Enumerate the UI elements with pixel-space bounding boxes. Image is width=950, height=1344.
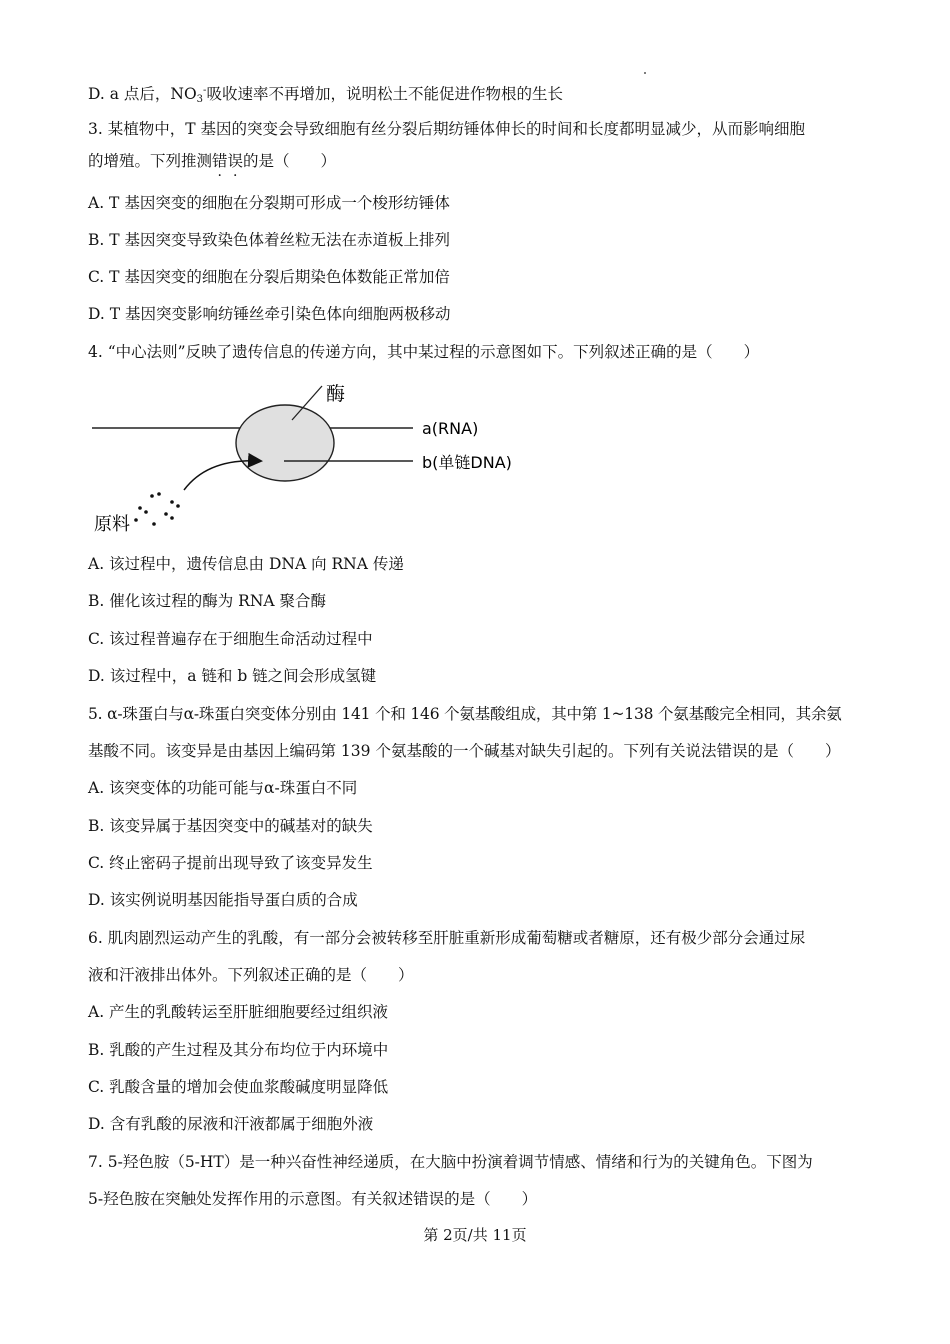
q3-option-a: A. T 基因突变的细胞在分裂期可形成一个梭形纺锤体 [88,194,450,212]
page-number: 第 2页/共 11页 [423,1226,527,1244]
q5-stem-line2: 基酸不同。该变异是由基因上编码第 139 个氨基酸的一个碱基对缺失引起的。下列有关说法错误的是（ ） [88,742,841,760]
emphasis-mark: 误 [227,152,244,170]
q3-stem-line2: 的增殖。下列推测错误的是（ ） [88,152,337,170]
q3-option-b: B. T 基因突变导致染色体着丝粒无法在赤道板上排列 [88,231,451,249]
strand-a-label: a(RNA) [422,419,479,438]
q4-option-a: A. 该过程中，遗传信息由 DNA 向 RNA 传递 [88,555,404,573]
q5-option-a: A. 该突变体的功能可能与α-珠蛋白不同 [88,779,358,797]
q6-option-c: C. 乳酸含量的增加会使血浆酸碱度明显降低 [88,1078,389,1096]
q7-stem-line1: 7. 5-羟色胺（5-HT）是一种兴奋性神经递质，在大脑中扮演着调节情感、情绪和行为的关键角色。下图为 [88,1153,813,1171]
raw-material-label: 原料 [94,514,130,535]
enzyme-label: 酶 [326,383,346,405]
q3-stem-line1: 3. 某植物中，T 基因的突变会导致细胞有丝分裂后期纺锤体伸长的时间和长度都明显减少，从而影响细胞 [88,120,805,138]
scan-speck [644,72,646,74]
q2-option-d: D. a 点后，$NO_3^-$吸收速率不再增加，说明松土不能促进作物根的生长 [88,85,563,105]
q4-figure [88,378,528,538]
q5-option-d: D. 该实例说明基因能指导蛋白质的合成 [88,891,358,909]
q5-stem-line1: 5. α-珠蛋白与α-珠蛋白突变体分别由 141 个和 146 个氨基酸组成，其中第 1~138 个氨基酸完全相同，其余氨 [88,705,842,723]
q4-stem: 4. “中心法则”反映了遗传信息的传递方向，其中某过程的示意图如下。下列叙述正确的是（ ） [88,343,760,361]
q4-option-d: D. 该过程中，a 链和 b 链之间会形成氢键 [88,667,377,685]
q6-option-a: A. 产生的乳酸转运至肝脏细胞要经过组织液 [88,1003,389,1021]
q7-stem-line2: 5-羟色胺在突触处发挥作用的示意图。有关叙述错误的是（ ） [88,1190,538,1208]
q6-stem-line2: 液和汗液排出体外。下列叙述正确的是（ ） [88,966,414,984]
q6-option-d: D. 含有乳酸的尿液和汗液都属于细胞外液 [88,1115,374,1133]
q6-stem-line1: 6. 肌肉剧烈运动产生的乳酸，有一部分会被转移至肝脏重新形成葡萄糖或者糖原，还有极少部分会通过尿 [88,929,806,947]
q4-option-c: C. 该过程普遍存在于细胞生命活动过程中 [88,630,373,648]
q4-option-b: B. 催化该过程的酶为 RNA 聚合酶 [88,592,327,610]
q6-option-b: B. 乳酸的产生过程及其分布均位于内环境中 [88,1041,389,1059]
strand-b-label: b(单链DNA) [422,453,512,472]
raw-material-dots [134,492,180,526]
q3-option-c: C. T 基因突变的细胞在分裂后期染色体数能正常加倍 [88,268,450,286]
q3-option-d: D. T 基因突变影响纺锤丝牵引染色体向细胞两极移动 [88,305,451,323]
enzyme-ellipse [236,405,334,481]
q5-option-b: B. 该变异属于基因突变中的碱基对的缺失 [88,817,373,835]
q5-option-c: C. 终止密码子提前出现导致了该变异发生 [88,854,373,872]
reverse-transcription-diagram [88,378,528,538]
emphasis-mark: 错 [212,152,228,170]
